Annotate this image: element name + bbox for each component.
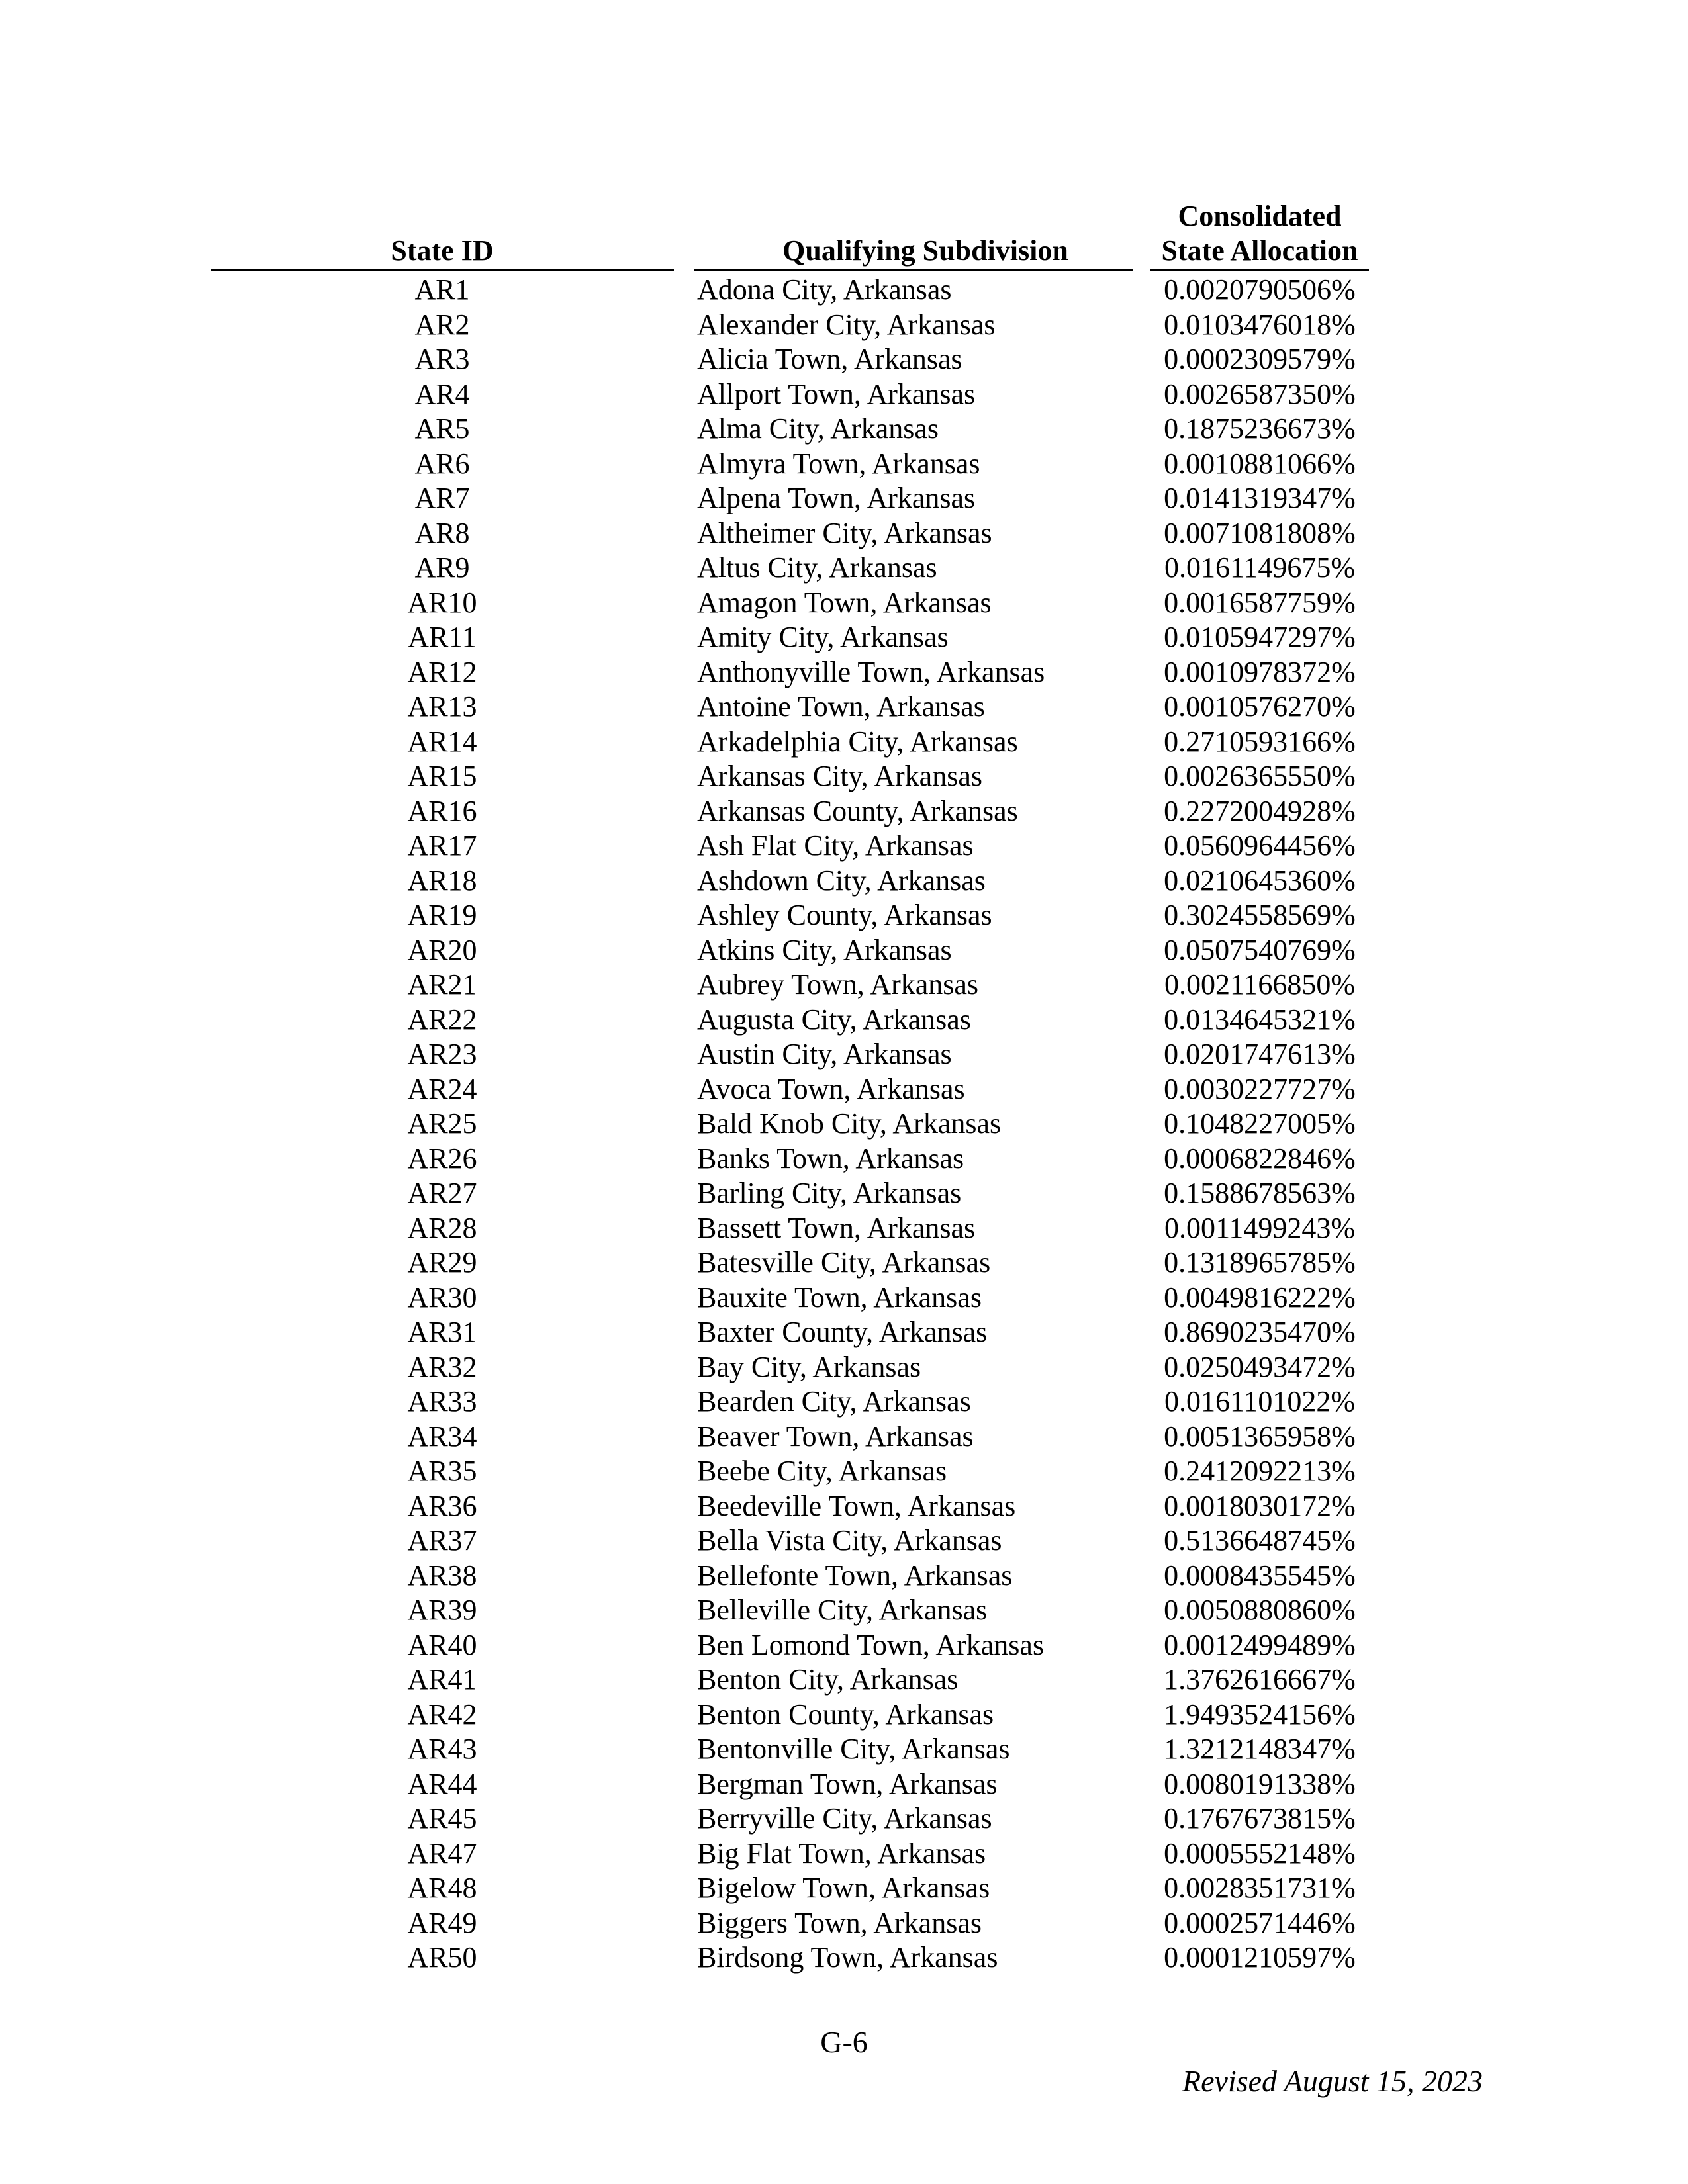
- subdivision-cell: Almyra Town, Arkansas: [697, 447, 980, 480]
- allocation-cell: 0.0049816222%: [1164, 1281, 1356, 1314]
- subdivision-cell: Altus City, Arkansas: [697, 551, 937, 584]
- state-id-cell: AR5: [414, 412, 470, 445]
- state-id-cell: AR25: [407, 1107, 477, 1140]
- subdivision-cell: Berryville City, Arkansas: [697, 1802, 992, 1835]
- state-id-cell: AR37: [407, 1524, 477, 1557]
- table-row: [0, 1801, 1688, 1837]
- table-row: [0, 1350, 1688, 1385]
- allocation-cell: 0.0005552148%: [1164, 1837, 1356, 1870]
- header-allocation-line2: State Allocation: [1161, 234, 1358, 267]
- allocation-cell: 0.2272004928%: [1164, 794, 1356, 827]
- state-id-cell: AR42: [407, 1698, 477, 1731]
- state-id-cell: AR32: [407, 1350, 477, 1383]
- state-id-cell: AR48: [407, 1872, 477, 1904]
- subdivision-cell: Beedeville Town, Arkansas: [697, 1489, 1016, 1522]
- state-id-cell: AR45: [407, 1802, 477, 1835]
- state-id-cell: AR10: [407, 586, 477, 619]
- state-id-cell: AR17: [407, 829, 477, 862]
- subdivision-cell: Beebe City, Arkansas: [697, 1455, 947, 1487]
- subdivision-cell: Arkansas City, Arkansas: [697, 760, 982, 792]
- subdivision-cell: Allport Town, Arkansas: [697, 377, 976, 410]
- state-id-cell: AR26: [407, 1142, 477, 1175]
- state-id-cell: AR6: [414, 447, 470, 480]
- subdivision-cell: Big Flat Town, Arkansas: [697, 1837, 986, 1870]
- allocation-cell: 0.1875236673%: [1164, 412, 1356, 445]
- table-row: [0, 1211, 1688, 1246]
- table-row: [0, 655, 1688, 690]
- state-id-cell: AR16: [407, 794, 477, 827]
- subdivision-cell: Ben Lomond Town, Arkansas: [697, 1628, 1045, 1661]
- table-row: [0, 1281, 1688, 1316]
- table-row: [0, 586, 1688, 621]
- header-state-id: State ID: [391, 234, 494, 267]
- state-id-cell: AR50: [407, 1941, 477, 1974]
- table-row: [0, 725, 1688, 760]
- state-id-cell: AR7: [414, 482, 470, 514]
- table-row: [0, 1767, 1688, 1802]
- table-row: [0, 1940, 1688, 1976]
- allocation-cell: 0.1588678563%: [1164, 1177, 1356, 1209]
- subdivision-cell: Austin City, Arkansas: [697, 1038, 952, 1070]
- state-id-cell: AR13: [407, 690, 477, 723]
- subdivision-cell: Atkins City, Arkansas: [697, 933, 952, 966]
- table-row: [0, 273, 1688, 308]
- state-id-cell: AR1: [414, 273, 470, 306]
- allocation-cell: 0.0030227727%: [1164, 1072, 1356, 1105]
- table-row: [0, 620, 1688, 655]
- table-row: [0, 377, 1688, 412]
- allocation-cell: 0.0050880860%: [1164, 1594, 1356, 1626]
- subdivision-cell: Alexander City, Arkansas: [697, 308, 996, 341]
- state-id-cell: AR18: [407, 864, 477, 897]
- allocation-cell: 0.0010881066%: [1164, 447, 1356, 480]
- subdivision-cell: Birdsong Town, Arkansas: [697, 1941, 998, 1974]
- allocation-cell: 0.0021166850%: [1164, 968, 1356, 1001]
- allocation-cell: 0.0250493472%: [1164, 1350, 1356, 1383]
- state-id-cell: AR30: [407, 1281, 477, 1314]
- allocation-cell: 0.0010576270%: [1164, 690, 1356, 723]
- allocation-cell: 0.0010978372%: [1164, 655, 1356, 688]
- table-row: [0, 1176, 1688, 1211]
- subdivision-cell: Bassett Town, Arkansas: [697, 1211, 976, 1244]
- subdivision-cell: Anthonyville Town, Arkansas: [697, 655, 1045, 688]
- table-row: [0, 1906, 1688, 1941]
- allocation-cell: 0.0001210597%: [1164, 1941, 1356, 1974]
- subdivision-cell: Alpena Town, Arkansas: [697, 482, 976, 514]
- subdivision-cell: Bergman Town, Arkansas: [697, 1767, 998, 1800]
- state-id-cell: AR21: [407, 968, 477, 1001]
- allocation-cell: 0.0002309579%: [1164, 343, 1356, 375]
- table-row: [0, 1037, 1688, 1072]
- allocation-cell: 0.1767673815%: [1164, 1802, 1356, 1835]
- allocation-table: [0, 273, 1688, 1976]
- state-id-cell: AR39: [407, 1594, 477, 1626]
- subdivision-cell: Alicia Town, Arkansas: [697, 343, 962, 375]
- allocation-cell: 1.3212148347%: [1164, 1733, 1356, 1765]
- table-row: [0, 794, 1688, 829]
- allocation-cell: 0.1318965785%: [1164, 1246, 1356, 1279]
- allocation-cell: 0.0105947297%: [1164, 621, 1356, 653]
- subdivision-cell: Altheimer City, Arkansas: [697, 516, 992, 549]
- subdivision-cell: Benton County, Arkansas: [697, 1698, 994, 1731]
- allocation-cell: 0.0141319347%: [1164, 482, 1356, 514]
- allocation-cell: 0.0002571446%: [1164, 1906, 1356, 1939]
- state-id-cell: AR11: [408, 621, 477, 653]
- table-row: [0, 1662, 1688, 1698]
- subdivision-cell: Bellefonte Town, Arkansas: [697, 1559, 1013, 1592]
- allocation-cell: 0.0161101022%: [1164, 1385, 1356, 1418]
- subdivision-cell: Barling City, Arkansas: [697, 1177, 962, 1209]
- state-id-cell: AR27: [407, 1177, 477, 1209]
- table-row: [0, 1072, 1688, 1107]
- subdivision-cell: Bearden City, Arkansas: [697, 1385, 971, 1418]
- table-row: [0, 447, 1688, 482]
- table-row: [0, 1732, 1688, 1767]
- allocation-cell: 0.8690235470%: [1164, 1316, 1356, 1348]
- allocation-cell: 0.0161149675%: [1164, 551, 1356, 584]
- subdivision-cell: Biggers Town, Arkansas: [697, 1906, 982, 1939]
- allocation-cell: 0.0051365958%: [1164, 1420, 1356, 1453]
- allocation-cell: 0.0026365550%: [1164, 760, 1356, 792]
- subdivision-cell: Banks Town, Arkansas: [697, 1142, 964, 1175]
- state-id-cell: AR29: [407, 1246, 477, 1279]
- allocation-cell: 0.0006822846%: [1164, 1142, 1356, 1175]
- header-underline-state-id: [211, 269, 674, 271]
- allocation-cell: 0.3024558569%: [1164, 899, 1356, 931]
- table-row: [0, 1628, 1688, 1663]
- table-row: [0, 933, 1688, 968]
- table-row: [0, 1246, 1688, 1281]
- table-row: [0, 759, 1688, 794]
- allocation-cell: 0.0008435545%: [1164, 1559, 1356, 1592]
- subdivision-cell: Arkansas County, Arkansas: [697, 794, 1018, 827]
- state-id-cell: AR41: [407, 1663, 477, 1696]
- table-row: [0, 1385, 1688, 1420]
- state-id-cell: AR47: [407, 1837, 477, 1870]
- state-id-cell: AR8: [414, 516, 470, 549]
- table-row: [0, 1698, 1688, 1733]
- state-id-cell: AR23: [407, 1038, 477, 1070]
- allocation-cell: 1.9493524156%: [1164, 1698, 1356, 1731]
- allocation-cell: 0.0210645360%: [1164, 864, 1356, 897]
- page-number: G-6: [820, 2025, 868, 2059]
- state-id-cell: AR24: [407, 1072, 477, 1105]
- allocation-cell: 0.0103476018%: [1164, 308, 1356, 341]
- subdivision-cell: Adona City, Arkansas: [697, 273, 952, 306]
- table-row: [0, 412, 1688, 447]
- subdivision-cell: Bald Knob City, Arkansas: [697, 1107, 1002, 1140]
- allocation-cell: 0.0071081808%: [1164, 516, 1356, 549]
- state-id-cell: AR12: [407, 655, 477, 688]
- table-row: [0, 1837, 1688, 1872]
- state-id-cell: AR43: [407, 1733, 477, 1765]
- subdivision-cell: Baxter County, Arkansas: [697, 1316, 988, 1348]
- table-row: [0, 1420, 1688, 1455]
- table-row: [0, 551, 1688, 586]
- revision-date: Revised August 15, 2023: [1182, 2064, 1483, 2098]
- subdivision-cell: Belleville City, Arkansas: [697, 1594, 988, 1626]
- header-underline-subdivision: [694, 269, 1133, 271]
- allocation-cell: 0.0134645321%: [1164, 1003, 1356, 1036]
- table-row: [0, 1489, 1688, 1524]
- subdivision-cell: Amagon Town, Arkansas: [697, 586, 992, 619]
- allocation-cell: 0.0011499243%: [1164, 1211, 1356, 1244]
- allocation-cell: 0.0201747613%: [1164, 1038, 1356, 1070]
- state-id-cell: AR38: [407, 1559, 477, 1592]
- header-allocation-line1: Consolidated: [1178, 200, 1342, 232]
- allocation-cell: 1.3762616667%: [1164, 1663, 1356, 1696]
- table-row: [0, 864, 1688, 899]
- table-row: [0, 829, 1688, 864]
- state-id-cell: AR19: [407, 899, 477, 931]
- subdivision-cell: Bay City, Arkansas: [697, 1350, 921, 1383]
- subdivision-cell: Ash Flat City, Arkansas: [697, 829, 974, 862]
- table-row: [0, 1593, 1688, 1628]
- allocation-cell: 0.0012499489%: [1164, 1628, 1356, 1661]
- subdivision-cell: Alma City, Arkansas: [697, 412, 939, 445]
- state-id-cell: AR3: [414, 343, 470, 375]
- allocation-cell: 0.0028351731%: [1164, 1872, 1356, 1904]
- state-id-cell: AR36: [407, 1489, 477, 1522]
- allocation-cell: 0.0507540769%: [1164, 933, 1356, 966]
- state-id-cell: AR40: [407, 1628, 477, 1661]
- subdivision-cell: Arkadelphia City, Arkansas: [697, 725, 1018, 758]
- table-row: [0, 1107, 1688, 1142]
- subdivision-cell: Avoca Town, Arkansas: [697, 1072, 965, 1105]
- subdivision-cell: Bauxite Town, Arkansas: [697, 1281, 982, 1314]
- subdivision-cell: Antoine Town, Arkansas: [697, 690, 985, 723]
- header-qualifying-subdivision: Qualifying Subdivision: [782, 234, 1068, 267]
- subdivision-cell: Ashley County, Arkansas: [697, 899, 992, 931]
- table-row: [0, 1871, 1688, 1906]
- state-id-cell: AR28: [407, 1211, 477, 1244]
- table-row: [0, 690, 1688, 725]
- table-row: [0, 342, 1688, 377]
- table-row: [0, 1524, 1688, 1559]
- state-id-cell: AR44: [407, 1767, 477, 1800]
- state-id-cell: AR2: [414, 308, 470, 341]
- table-row: [0, 1559, 1688, 1594]
- subdivision-cell: Aubrey Town, Arkansas: [697, 968, 979, 1001]
- allocation-cell: 0.1048227005%: [1164, 1107, 1356, 1140]
- table-row: [0, 1003, 1688, 1038]
- subdivision-cell: Batesville City, Arkansas: [697, 1246, 991, 1279]
- table-row: [0, 1142, 1688, 1177]
- state-id-cell: AR34: [407, 1420, 477, 1453]
- state-id-cell: AR49: [407, 1906, 477, 1939]
- subdivision-cell: Beaver Town, Arkansas: [697, 1420, 974, 1453]
- allocation-cell: 0.2710593166%: [1164, 725, 1356, 758]
- allocation-cell: 0.0026587350%: [1164, 377, 1356, 410]
- state-id-cell: AR22: [407, 1003, 477, 1036]
- allocation-cell: 0.0080191338%: [1164, 1767, 1356, 1800]
- subdivision-cell: Ashdown City, Arkansas: [697, 864, 986, 897]
- subdivision-cell: Bella Vista City, Arkansas: [697, 1524, 1002, 1557]
- table-row: [0, 481, 1688, 516]
- allocation-cell: 0.2412092213%: [1164, 1455, 1356, 1487]
- subdivision-cell: Bentonville City, Arkansas: [697, 1733, 1010, 1765]
- state-id-cell: AR35: [407, 1455, 477, 1487]
- table-row: [0, 968, 1688, 1003]
- state-id-cell: AR31: [407, 1316, 477, 1348]
- state-id-cell: AR20: [407, 933, 477, 966]
- subdivision-cell: Bigelow Town, Arkansas: [697, 1872, 990, 1904]
- state-id-cell: AR9: [414, 551, 470, 584]
- subdivision-cell: Augusta City, Arkansas: [697, 1003, 971, 1036]
- subdivision-cell: Benton City, Arkansas: [697, 1663, 959, 1696]
- table-row: [0, 1454, 1688, 1489]
- table-row: [0, 516, 1688, 551]
- allocation-cell: 0.5136648745%: [1164, 1524, 1356, 1557]
- state-id-cell: AR4: [414, 377, 470, 410]
- state-id-cell: AR15: [407, 760, 477, 792]
- header-underline-allocation: [1150, 269, 1369, 271]
- table-row: [0, 898, 1688, 933]
- allocation-cell: 0.0016587759%: [1164, 586, 1356, 619]
- state-id-cell: AR14: [407, 725, 477, 758]
- allocation-cell: 0.0018030172%: [1164, 1489, 1356, 1522]
- subdivision-cell: Amity City, Arkansas: [697, 621, 949, 653]
- allocation-cell: 0.0560964456%: [1164, 829, 1356, 862]
- allocation-cell: 0.0020790506%: [1164, 273, 1356, 306]
- table-row: [0, 1315, 1688, 1350]
- state-id-cell: AR33: [407, 1385, 477, 1418]
- table-row: [0, 308, 1688, 343]
